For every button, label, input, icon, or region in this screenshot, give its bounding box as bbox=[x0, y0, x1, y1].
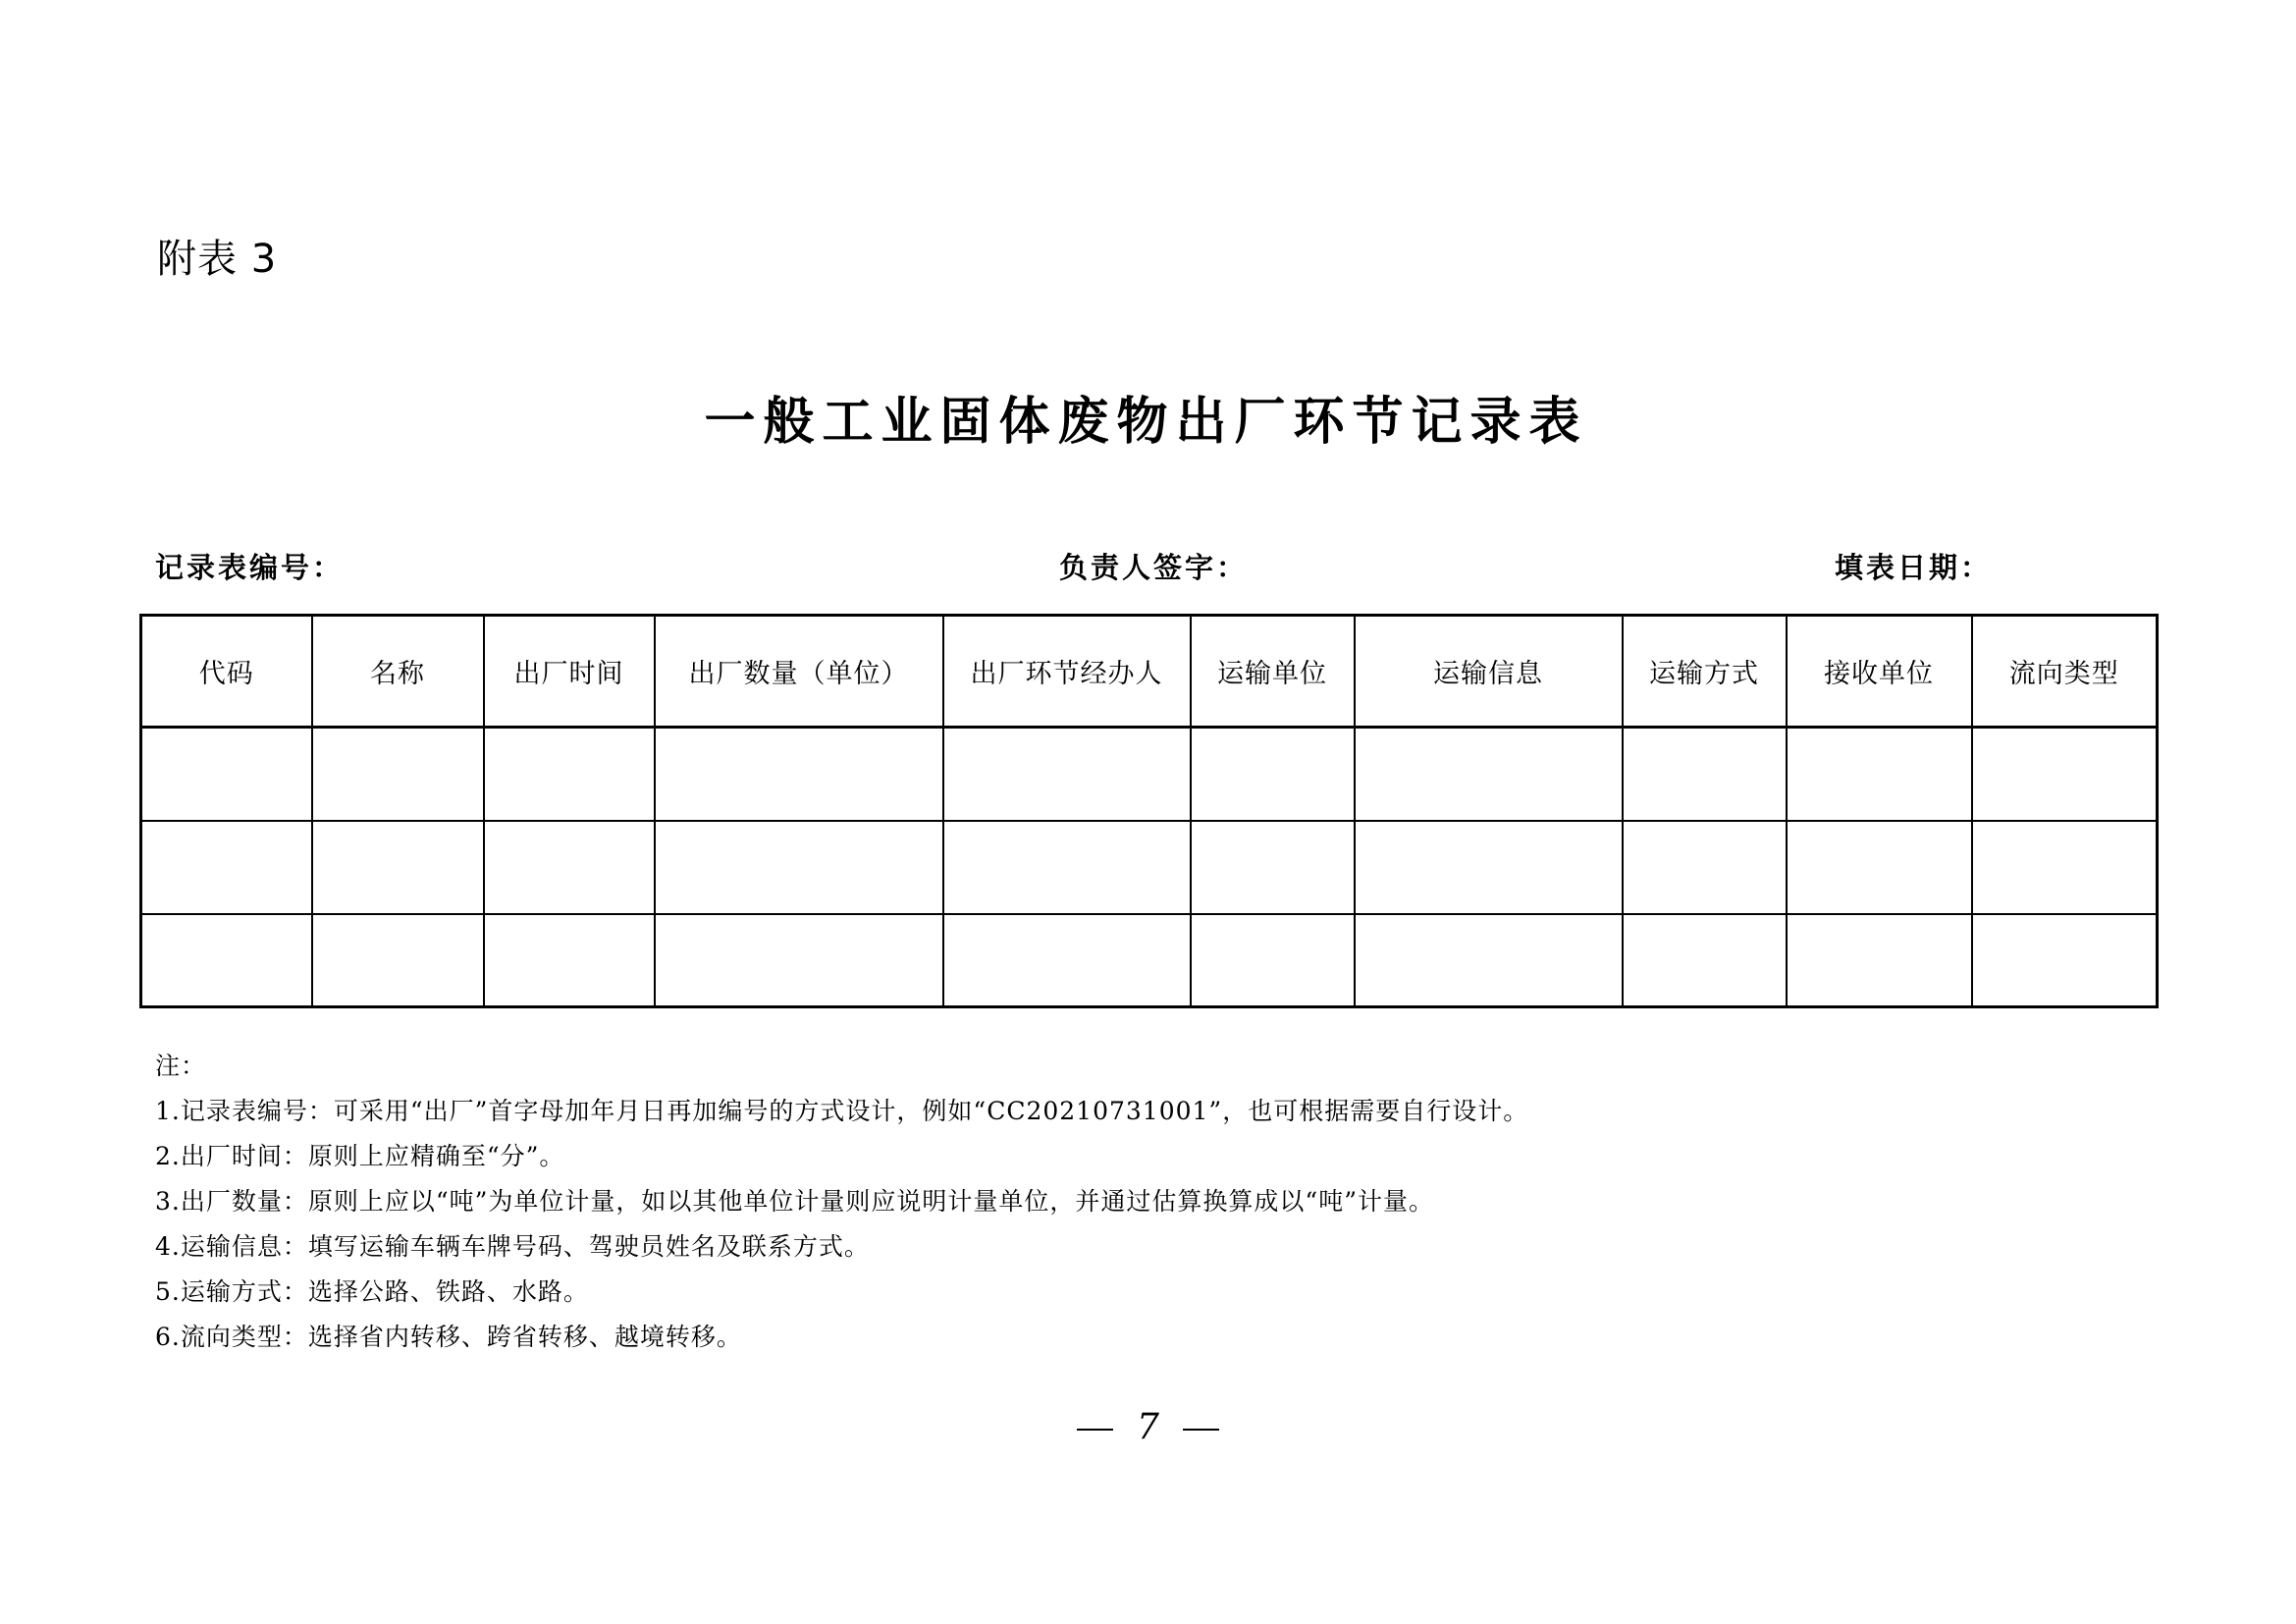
page-number bbox=[0, 1406, 2296, 1449]
table-cell[interactable] bbox=[1787, 821, 1972, 914]
note-item-transport-mode: 5.运输方式：选择公路、铁路、水路。 bbox=[155, 1277, 589, 1306]
table-row bbox=[141, 914, 2158, 1007]
note-item-flow-type: 6.流向类型：选择省内转移、跨省转移、越境转移。 bbox=[155, 1323, 742, 1351]
column-header-transport-mode: 运输方式 bbox=[1623, 616, 1787, 728]
table-cell[interactable] bbox=[312, 914, 484, 1007]
column-header-receiving-unit: 接收单位 bbox=[1787, 616, 1972, 728]
table-cell[interactable] bbox=[141, 914, 312, 1007]
table-cell[interactable] bbox=[1191, 728, 1355, 821]
note-item-exit-time: 2.出厂时间：原则上应精确至“分”。 bbox=[155, 1142, 565, 1170]
column-header-transport-info: 运输信息 bbox=[1355, 616, 1623, 728]
table-cell[interactable] bbox=[943, 914, 1191, 1007]
table-cell[interactable] bbox=[484, 914, 655, 1007]
record-table bbox=[139, 614, 2159, 1008]
page-title: 一般工业固体废物出厂环节记录表 bbox=[704, 393, 1588, 452]
table-cell[interactable] bbox=[1972, 914, 2158, 1007]
table-cell[interactable] bbox=[943, 728, 1191, 821]
notes-heading: 注： bbox=[155, 1052, 207, 1080]
table-cell[interactable] bbox=[484, 728, 655, 821]
table-cell[interactable] bbox=[655, 728, 943, 821]
note-item-transport-info: 4.运输信息：填写运输车辆车牌号码、驾驶员姓名及联系方式。 bbox=[155, 1232, 870, 1261]
table-cell[interactable] bbox=[141, 728, 312, 821]
appendix-label: 附表 3 bbox=[157, 237, 278, 282]
table-cell[interactable] bbox=[1787, 914, 1972, 1007]
table-cell[interactable] bbox=[1787, 728, 1972, 821]
column-header-transport-unit: 运输单位 bbox=[1191, 616, 1355, 728]
page-number-value: 7 bbox=[1137, 1407, 1159, 1447]
table-cell[interactable] bbox=[655, 914, 943, 1007]
column-header-exit-time: 出厂时间 bbox=[484, 616, 655, 728]
fill-date-label: 填表日期： bbox=[1835, 551, 1993, 584]
table-row bbox=[141, 821, 2158, 914]
table-cell[interactable] bbox=[1355, 821, 1623, 914]
table-cell[interactable] bbox=[1972, 728, 2158, 821]
table-row bbox=[141, 728, 2158, 821]
table-cell[interactable] bbox=[1191, 914, 1355, 1007]
table-cell[interactable] bbox=[141, 821, 312, 914]
notes-section bbox=[155, 1044, 1528, 1360]
table-cell[interactable] bbox=[943, 821, 1191, 914]
column-header-name: 名称 bbox=[312, 616, 484, 728]
table-cell[interactable] bbox=[1191, 821, 1355, 914]
note-item-record-number: 1.记录表编号：可采用“出厂”首字母加年月日再加编号的方式设计，例如“CC20210731001”，也可根据需要自行设计。 bbox=[155, 1097, 1529, 1125]
responsible-signature-label: 负责人签字： bbox=[1059, 551, 1249, 584]
table-cell[interactable] bbox=[484, 821, 655, 914]
table-cell[interactable] bbox=[1623, 821, 1787, 914]
table-cell[interactable] bbox=[1972, 821, 2158, 914]
table-cell[interactable] bbox=[312, 821, 484, 914]
table-cell[interactable] bbox=[655, 821, 943, 914]
dash-right bbox=[1183, 1429, 1219, 1431]
column-header-code: 代码 bbox=[141, 616, 312, 728]
table-cell[interactable] bbox=[1623, 728, 1787, 821]
record-number-label: 记录表编号： bbox=[155, 551, 345, 584]
column-header-handler: 出厂环节经办人 bbox=[943, 616, 1191, 728]
table-cell[interactable] bbox=[1623, 914, 1787, 1007]
dash-left bbox=[1077, 1429, 1113, 1431]
note-item-exit-quantity: 3.出厂数量：原则上应以“吨”为单位计量，如以其他单位计量则应说明计量单位，并通过估算换算成以“吨”计量。 bbox=[155, 1187, 1434, 1216]
column-header-flow-type: 流向类型 bbox=[1972, 616, 2158, 728]
table-cell[interactable] bbox=[1355, 728, 1623, 821]
table-header-row bbox=[141, 616, 2158, 728]
table-cell[interactable] bbox=[312, 728, 484, 821]
column-header-exit-quantity: 出厂数量（单位） bbox=[655, 616, 943, 728]
table-cell[interactable] bbox=[1355, 914, 1623, 1007]
